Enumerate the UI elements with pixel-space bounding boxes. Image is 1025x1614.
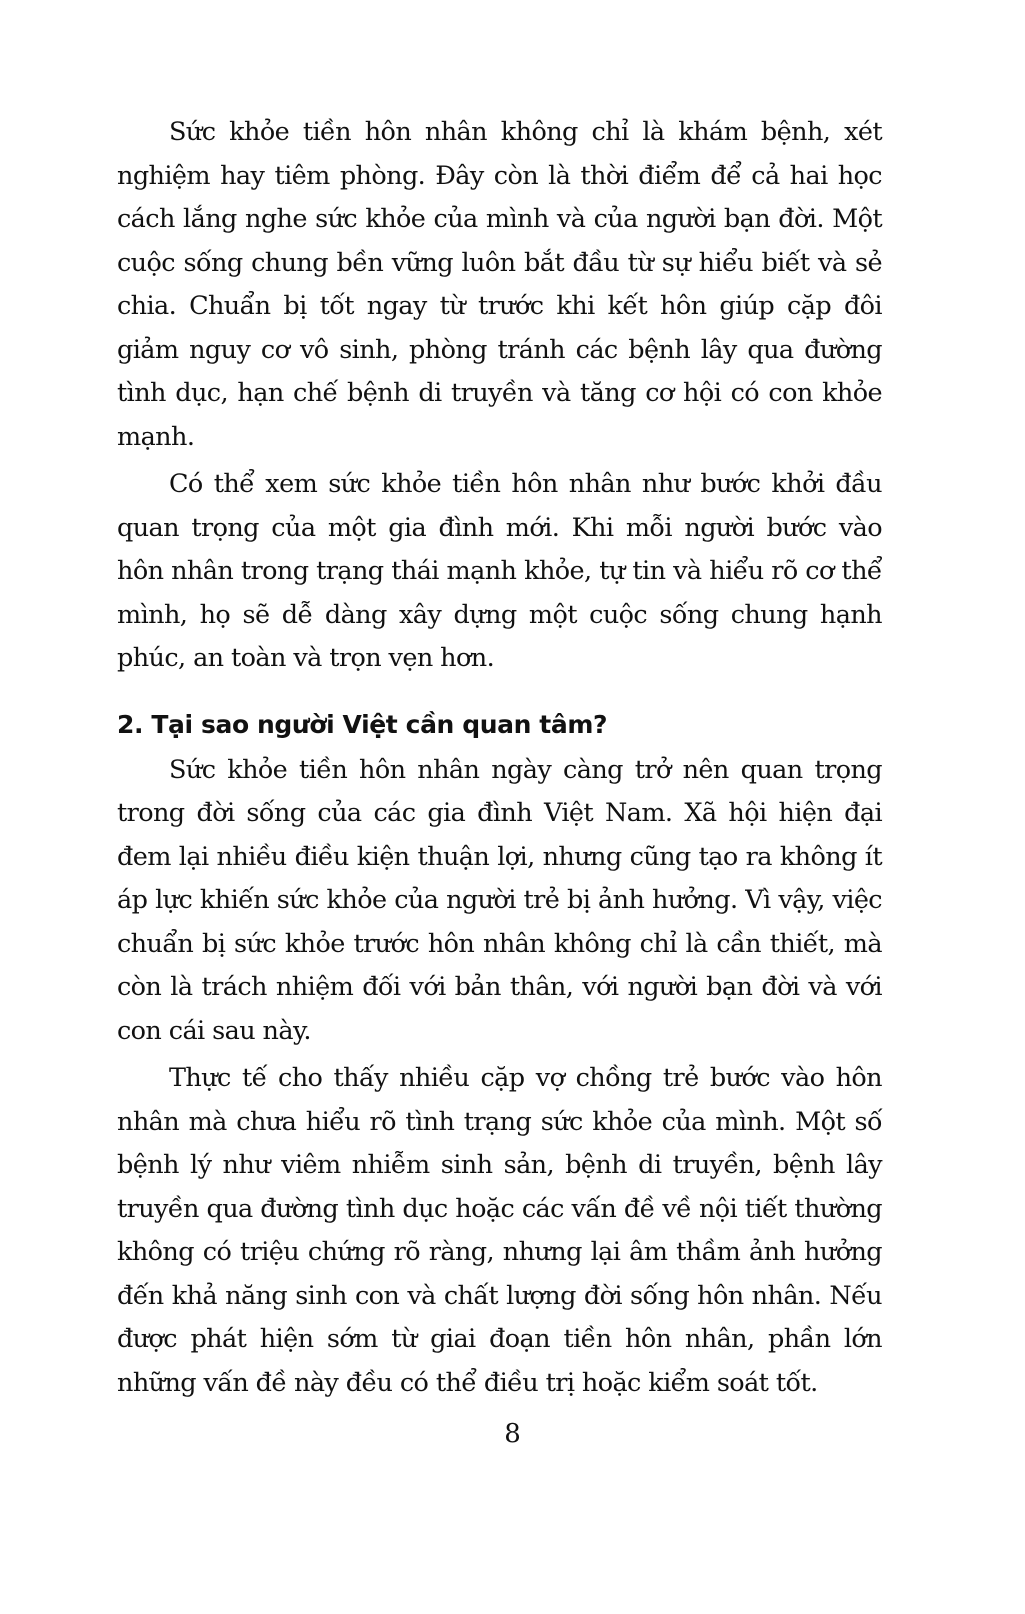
document-page — [117, 111, 882, 1405]
body-paragraph: Sức khỏe tiền hôn nhân ngày càng trở nên quan trọng trong đời sống của các gia đình Việt Nam. Xã hội hiện đại đem lại nhiều điều kiện thuận lợi, nhưng cũng tạo ra không ít áp lực khiến sức khỏe của người trẻ bị ảnh hưởng. Vì vậy, việc chuẩn bị sức khỏe trước hôn nhân không chỉ là cần thiết, mà còn là trách nhiệm đối với bản thân, với người bạn đời và với con cái sau này. — [117, 754, 882, 1046]
body-paragraph: Có thể xem sức khỏe tiền hôn nhân như bước khởi đầu quan trọng của một gia đình mới. Khi mỗi người bước vào hôn nhân trong trạng thái mạnh khỏe, tự tin và hiểu rõ cơ thể mình, họ sẽ dễ dàng xây dựng một cuộc sống chung hạnh phúc, an toàn và trọn vẹn hơn. — [117, 469, 882, 673]
section-heading: 2. Tại sao người Việt cần quan tâm? — [117, 709, 608, 739]
page-number: 8 — [504, 1419, 521, 1449]
body-paragraph: Sức khỏe tiền hôn nhân không chỉ là khám bệnh, xét nghiệm hay tiêm phòng. Đây còn là thời điểm để cả hai học cách lắng nghe sức khỏe của mình và của người bạn đời. Một cuộc sống chung bền vững luôn bắt đầu từ sự hiểu biết và sẻ chia. Chuẩn bị tốt ngay từ trước khi kết hôn giúp cặp đôi giảm nguy cơ vô sinh, phòng tránh các bệnh lây qua đường tình dục, hạn chế bệnh di truyền và tăng cơ hội có con khỏe mạnh. — [117, 117, 882, 452]
body-paragraph: Thực tế cho thấy nhiều cặp vợ chồng trẻ bước vào hôn nhân mà chưa hiểu rõ tình trạng sức khỏe của mình. Một số bệnh lý như viêm nhiễm sinh sản, bệnh di truyền, bệnh lây truyền qua đường tình dục hoặc các vấn đề về nội tiết thường không có triệu chứng rõ ràng, nhưng lại âm thầm ảnh hưởng đến khả năng sinh con và chất lượng đời sống hôn nhân. Nếu được phát hiện sớm từ giai đoạn tiền hôn nhân, phần lớn những vấn đề này đều có thể điều trị hoặc kiểm soát tốt. — [117, 1063, 882, 1398]
